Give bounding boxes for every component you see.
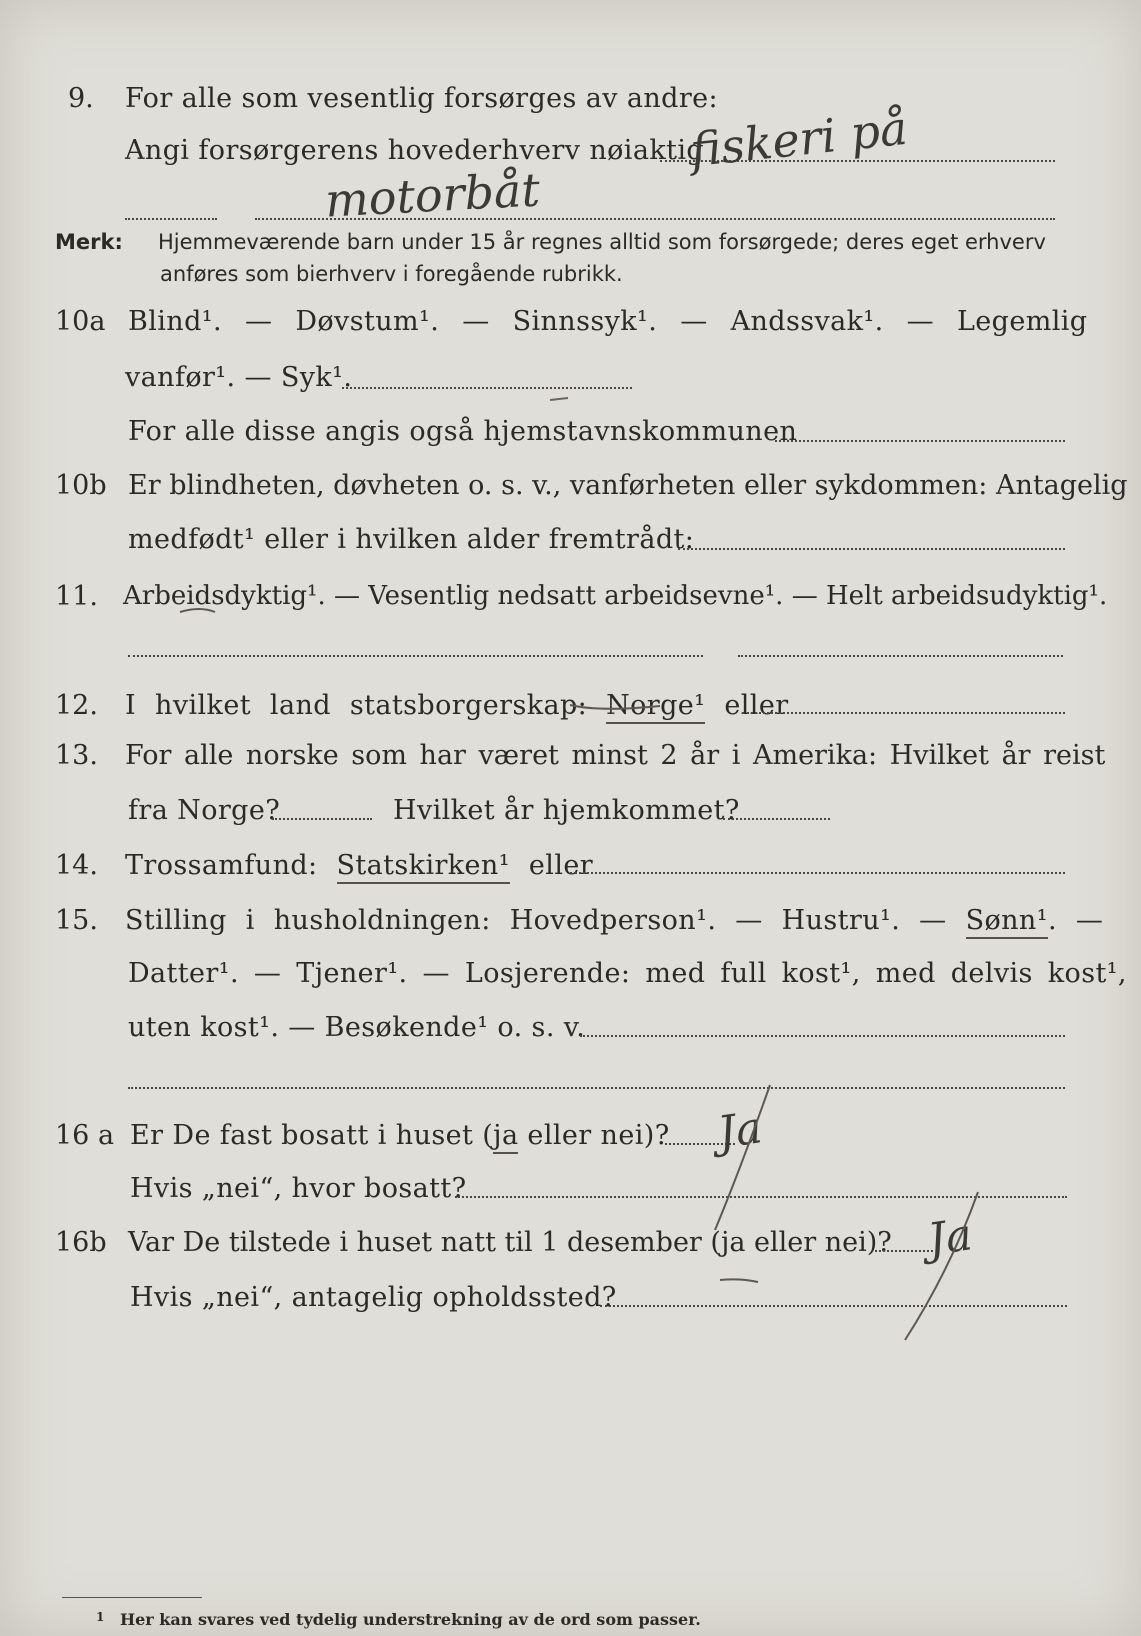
q15-answer-line-2[interactable] <box>128 1087 1065 1089</box>
merk-line2: anføres som bierhverv i foregående rubrikk. <box>160 262 623 286</box>
q16a-number: 16 a <box>55 1120 115 1151</box>
q11-number: 11. <box>55 581 98 612</box>
q15-answer-line[interactable] <box>580 1035 1065 1037</box>
q16a-ja-underlined[interactable]: ja <box>493 1120 518 1154</box>
q16a-handwritten-answer: Ja <box>714 1102 766 1159</box>
q16a-text-a: Er De fast bosatt i huset ( <box>130 1120 494 1151</box>
q11-answer-line-b[interactable] <box>738 655 1063 657</box>
merk-line1: Hjemmeværende barn under 15 år regnes alltid som forsørgede; deres eget erhverv <box>158 230 1046 254</box>
q9-line2: Angi forsørgerens hovederhverv nøiaktig <box>125 135 705 166</box>
q15-line1 <box>125 905 1103 936</box>
q15-line3: uten kost¹. — Besøkende¹ o. s. v. <box>128 1012 586 1043</box>
q14-suffix: eller <box>528 850 594 881</box>
q12-line <box>125 690 789 721</box>
q16b-answer-line[interactable] <box>875 1250 933 1252</box>
q10a-number: 10a <box>55 306 106 337</box>
q9-handwritten-answer2: motorbåt <box>323 162 542 228</box>
q16b-number: 16b <box>55 1227 107 1258</box>
footnote-text: Her kan svares ved tydelig understrekning av de ord som passer. <box>120 1610 701 1629</box>
q16b-handwritten-answer: Ja <box>924 1209 976 1266</box>
q16b-whereabouts-line[interactable] <box>600 1305 1067 1307</box>
q9-answer-line2a[interactable] <box>125 218 217 220</box>
q10b-line2: medfødt¹ eller i hvilken alder fremtrådt: <box>128 524 695 555</box>
q15-line1-end: . — <box>1047 905 1104 936</box>
q15-line1-text: Stilling i husholdningen: Hovedperson¹. — Hustru¹. — <box>125 905 947 936</box>
q14-number: 14. <box>55 850 98 881</box>
q14-statskirken-underlined[interactable]: Statskirken¹ <box>337 850 510 884</box>
q13-line1: For alle norske som har været minst 2 år i Amerika: Hvilket år reist <box>125 740 1106 771</box>
q10a-line2: vanfør¹. — Syk¹. <box>125 362 353 393</box>
q14-answer-line[interactable] <box>570 872 1065 874</box>
q12-answer-line[interactable] <box>742 712 1065 714</box>
q12-norge-underlined[interactable]: Norge¹ <box>606 690 705 724</box>
q10a-answer-line[interactable] <box>342 387 632 389</box>
q16b-line1: Var De tilstede i huset natt til 1 desember (ja eller nei)? <box>128 1227 892 1258</box>
footnote-rule <box>62 1597 202 1598</box>
q15-line2: Datter¹. — Tjener¹. — Losjerende: med full kost¹, med delvis kost¹, <box>128 958 1127 989</box>
q15-number: 15. <box>55 905 98 936</box>
q16a-line1 <box>130 1120 670 1151</box>
q16a-residence-line[interactable] <box>455 1196 1067 1198</box>
merk-label: Merk: <box>55 230 123 254</box>
q11-line1: Arbeidsdyktig¹. — Vesentlig nedsatt arbeidsevne¹. — Helt arbeidsudyktig¹. <box>123 581 1108 611</box>
q15-sonn-underlined[interactable]: Sønn¹ <box>966 905 1048 939</box>
q13-line2a: fra Norge? <box>128 795 281 826</box>
q13-line2b: Hvilket år hjemkommet? <box>393 795 740 826</box>
q12-suffix: eller <box>724 690 789 721</box>
q14-line <box>125 850 593 881</box>
q16a-line2: Hvis „nei“, hvor bosatt? <box>130 1173 467 1204</box>
q9-handwritten-answer1: fiskeri på <box>687 100 910 178</box>
q10b-line1: Er blindheten, døvheten o. s. v., vanførheten eller sykdommen: Antagelig <box>128 470 1128 501</box>
q13-year-returned-line[interactable] <box>723 818 830 820</box>
q12-number: 12. <box>55 690 98 721</box>
q14-prefix: Trossamfund: <box>125 850 318 881</box>
q10b-number: 10b <box>55 470 107 501</box>
q13-year-left-line[interactable] <box>272 818 372 820</box>
q10a-home-municipality-line[interactable] <box>775 440 1065 442</box>
q10b-answer-line[interactable] <box>678 548 1065 550</box>
q16a-text-b: eller nei)? <box>518 1120 670 1151</box>
q9-line1: For alle som vesentlig forsørges av andre: <box>125 83 719 114</box>
q11-answer-line-a[interactable] <box>128 655 703 657</box>
q10a-line1: Blind¹. — Døvstum¹. — Sinnssyk¹. — Andssvak¹. — Legemlig <box>128 306 1088 337</box>
q16b-line2: Hvis „nei“, antagelig opholdssted? <box>130 1282 617 1313</box>
q12-prefix: I hvilket land statsborgerskap: <box>125 690 588 721</box>
q10a-line3: For alle disse angis også hjemstavnskommunen <box>128 416 798 447</box>
q9-number: 9. <box>68 83 94 114</box>
q13-number: 13. <box>55 740 98 771</box>
footnote-mark: 1 <box>96 1610 105 1624</box>
